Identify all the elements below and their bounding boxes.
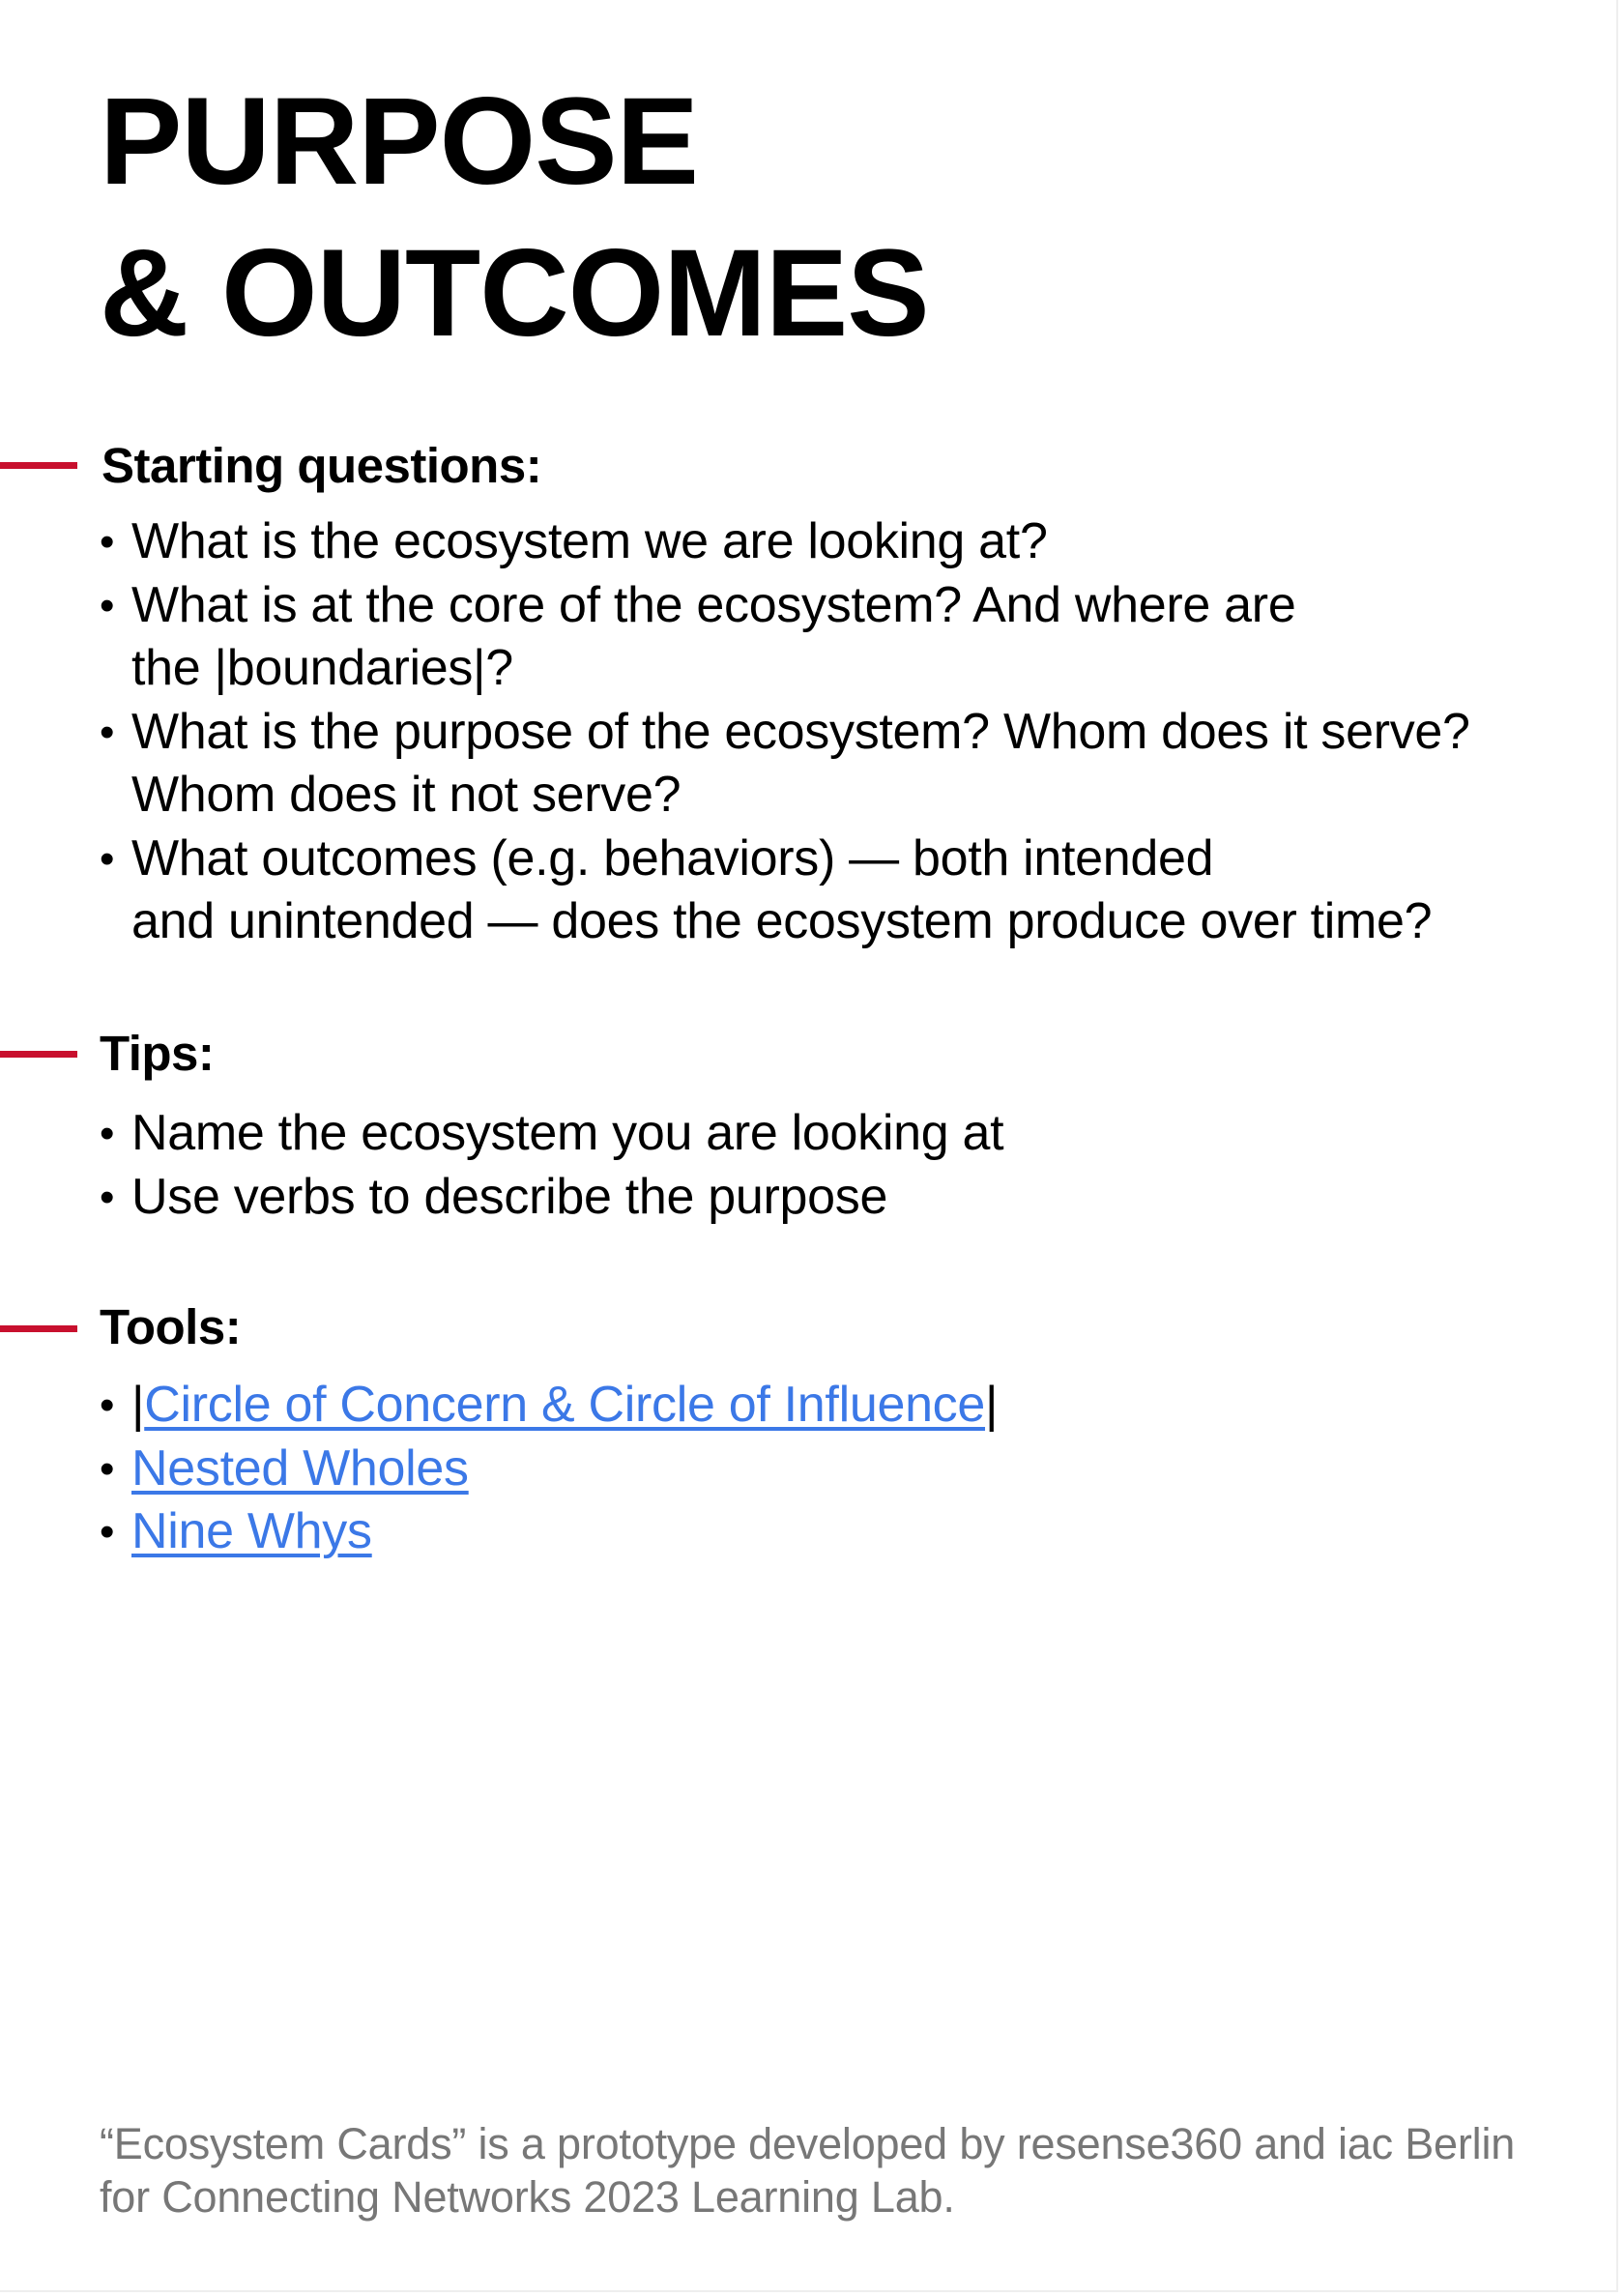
footer-credit [100, 2117, 1515, 2223]
link-nine-whys[interactable]: Nine Whys [131, 1503, 372, 1559]
list-item [100, 1374, 998, 1438]
tips-list [100, 1102, 1003, 1229]
starting-questions-list [100, 510, 1470, 954]
list-item-text: What is the ecosystem we are looking at? [131, 513, 1048, 569]
section-marker-icon [0, 1325, 77, 1332]
list-item-text [131, 1374, 998, 1438]
page-title-line-1: PURPOSE [100, 73, 698, 211]
list-item [100, 701, 1470, 828]
section-marker-icon [0, 1051, 77, 1058]
link-circle-of-concern[interactable]: Circle of Concern & Circle of Influence [144, 1377, 986, 1433]
list-item-text: What is the purpose of the ecosystem? Whom does it serve? [131, 703, 1470, 760]
page-title-line-2: & OUTCOMES [100, 224, 929, 363]
bullet-icon: • [100, 581, 115, 629]
list-item [100, 1438, 998, 1501]
list-item [100, 1166, 1003, 1230]
starting-questions-heading: Starting questions: [102, 438, 542, 493]
text-marker: | [131, 1377, 145, 1433]
page-title [100, 66, 929, 369]
bullet-icon: • [100, 1444, 115, 1493]
footer-line-2: for Connecting Networks 2023 Learning Lab. [100, 2172, 955, 2222]
tools-list [100, 1374, 998, 1564]
list-item-text: and unintended — does the ecosystem produce over time? [131, 893, 1433, 949]
list-item [100, 828, 1470, 954]
bullet-icon: • [100, 834, 115, 883]
list-item-text: the |boundaries|? [131, 640, 513, 696]
list-item-text: Whom does it not serve? [131, 767, 682, 823]
bullet-icon: • [100, 518, 115, 566]
list-item-text [131, 1438, 998, 1501]
list-item [100, 1102, 1003, 1166]
list-item [100, 510, 1470, 574]
bullet-icon: • [100, 708, 115, 756]
list-item-text: Use verbs to describe the purpose [131, 1168, 888, 1225]
text-marker: | [985, 1377, 999, 1433]
list-item [100, 574, 1470, 701]
section-marker-icon [0, 462, 77, 469]
tips-heading: Tips: [100, 1026, 215, 1081]
list-item-text: Name the ecosystem you are looking at [131, 1105, 1004, 1161]
list-item-text: What is at the core of the ecosystem? And where are [131, 576, 1296, 633]
list-item [100, 1500, 998, 1564]
bullet-icon: • [100, 1173, 115, 1221]
footer-line-1: “Ecosystem Cards” is a prototype developed by resense360 and iac Berlin [100, 2119, 1516, 2168]
bullet-icon: • [100, 1381, 115, 1429]
bullet-icon: • [100, 1508, 115, 1555]
list-item-text [131, 1500, 998, 1564]
link-nested-wholes[interactable]: Nested Wholes [131, 1439, 469, 1497]
list-item-text: What outcomes (e.g. behaviors) — both intended [131, 829, 1214, 886]
tools-heading: Tools: [100, 1299, 242, 1354]
bullet-icon: • [100, 1110, 115, 1157]
